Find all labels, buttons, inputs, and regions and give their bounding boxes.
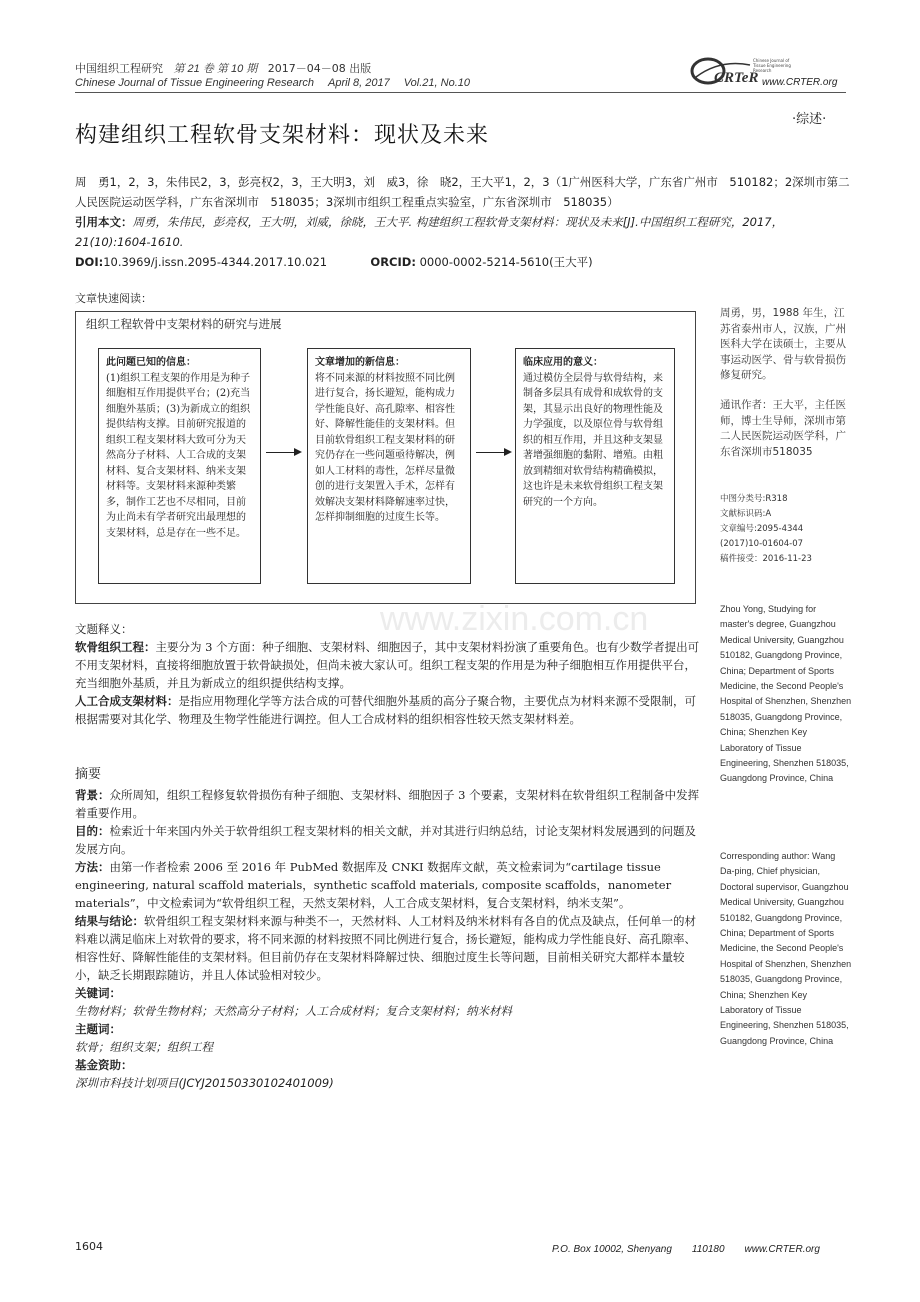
known-info-body: (1)组织工程支架的作用是为种子细胞相互作用提供平台；(2)充当细胞外基质；(3)为新成立的组织提供结构支撑。目前研究报道的组织工程支架材料大致可分为天然高分子材料、人工合成的支架材料、复合支架材料、纳米支架材料等。支架材料来源种类繁多，制作工艺也不尽相同，目前为止尚未有学者研究出最理想的支架材料，总是存在一些不足。 xyxy=(106,372,251,539)
subject-terms: 软骨；组织支架；组织工程 xyxy=(75,1040,213,1054)
citation-label: 引用本文： xyxy=(75,215,133,229)
clinical-heading: 临床应用的意义： xyxy=(523,357,603,368)
footer-address: P.O. Box 10002, Shenyang 110180 www.CRTER.org xyxy=(552,1244,820,1255)
journal-header-en xyxy=(75,76,470,89)
new-info-heading: 文章增加的新信息： xyxy=(315,357,405,368)
glossary xyxy=(75,620,700,728)
orcid: 0000-0002-5214-5610(王大平) xyxy=(419,255,593,269)
orcid-label: ORCID: xyxy=(370,255,416,269)
background-text: 众所周知，组织工程修复软骨损伤有种子细胞、支架材料、细胞因子 3 个要素，支架材料在软骨组织工程制备中发挥着重要作用。 xyxy=(75,788,700,820)
issue: 第 21 卷 第 10 期 xyxy=(173,63,258,75)
glossary-label: 文题释义： xyxy=(75,622,133,636)
doi-label: DOI: xyxy=(75,255,104,269)
panel-title: 组织工程软骨中支架材料的研究与进展 xyxy=(86,317,282,331)
subject-label: 主题词： xyxy=(75,1022,121,1036)
publish-date-en: April 8, 2017 xyxy=(327,77,390,89)
known-info-box xyxy=(98,348,261,584)
term-1: 软骨组织工程： xyxy=(75,640,156,654)
journal-name-en: Chinese Journal of Tissue Engineering Research xyxy=(75,77,314,89)
abstract xyxy=(75,766,700,1092)
watermark: www.zixin.com.cn xyxy=(380,600,649,638)
journal-name-cn: 中国组织工程研究 xyxy=(75,62,163,75)
abstract-label: 摘要 xyxy=(75,767,102,782)
methods-label: 方法： xyxy=(75,860,110,874)
doc-code: 文献标识码:A xyxy=(720,509,772,519)
known-info-heading: 此问题已知的信息： xyxy=(106,357,196,368)
quick-read-label: 文章快速阅读： xyxy=(75,292,152,305)
new-info-body: 将不同来源的材料按照不同比例进行复合，扬长避短，能构成力学性能良好、高孔隙率、相容性好、降解性能佳的支架材料。但目前软骨组织工程支架材料的研究仍存在一些问题亟待解决，例如人工材料的毒性，怎样尽量微创的进行支架置入手术，怎样有效解决支架材料降解速率过快，怎样抑制细胞的过度生长等。 xyxy=(315,372,455,523)
funding: 深圳市科技计划项目(JCYJ20150330102401009) xyxy=(75,1076,334,1090)
results-text: 软骨组织工程支架材料来源与种类不一，天然材料、人工材料及纳米材料有各自的优点及缺点，任何单一的材料难以满足临床上对软骨的要求，将不同来源的材料按照不同比例进行复合，扬长避短，能构成力学性能良好、高孔隙率、相容性好、降解性能佳的支架材料。但目前仍存在支架材料降解过快、细胞过度生长等问题，目前相关研究大都样本量较小，缺乏长期跟踪随访，并且人体试验相对较少。 xyxy=(75,914,696,982)
term-2-definition: 是指应用物理化学等方法合成的可替代细胞外基质的高分子聚合物，主要优点为材料来源不受限制，可根据需要对其化学、物理及生物学性能进行调控。但人工合成材料的组织相容性较天然支架材料差。 xyxy=(75,694,696,726)
article-title: 构建组织工程软骨支架材料：现状及未来 xyxy=(75,123,490,148)
objective-label: 目的： xyxy=(75,824,110,838)
corresponding-author-en: Corresponding author: Wang Da-ping, Chief physician, Doctoral supervisor, Guangzhou Medical University, Guangzhou 510182, Guangdong Province, China; Department of Sports Medicine, the Second People's Hospital of Shenzhen, Shenzhen 518035, Guangdong Province, China; Shenzhen Key Laboratory of Tissue Engineering, Shenzhen 518035, Guangdong Province, China xyxy=(720,851,852,1046)
clinical-body: 通过模仿全层骨与软骨结构，来制备多层具有成骨和成软骨的支架，其显示出良好的物理性能及力学强度，以及原位骨与软骨组织的相互作用，并且这种支架显著增强细胞的黏附、增殖。由粗放到精细对软骨结构精确模拟，这也许是未来软骨组织工程支架研究的一个方向。 xyxy=(523,372,663,508)
clc-number: 中图分类号:R318 xyxy=(720,494,788,504)
crter-logo xyxy=(690,55,760,87)
journal-header-cn xyxy=(75,60,371,76)
publish-date: 2017－04－08 出版 xyxy=(267,62,372,75)
results-label: 结果与结论： xyxy=(75,914,144,928)
term-1-definition: 主要分为 3 个方面：种子细胞、支架材料、细胞因子，其中支架材料扮演了重要角色。也有少数学者提出可不用支架材料，直接将细胞放置于软骨缺损处，但尚未被大家认可。组织工程支架的作用是为种子细胞相互作用提供平台，充当细胞外基质，并且为新成立的组织提供结构支撑。 xyxy=(75,640,700,690)
header-divider xyxy=(75,92,846,93)
authors: 周 勇1，2，3，朱伟民2，3，彭亮权2，3，王大明3，刘 威3，徐 晓2，王大平1，2，3（1广州医科大学，广东省广州市 510182；2深圳市第二人民医院运动医学科，广东省深圳市 518035；3深圳市组织工程重点实验室，广东省深圳市 518035） xyxy=(75,175,850,209)
volume: Vol.21, No.10 xyxy=(403,77,470,89)
article-number-suffix: (2017)10-01604-07 xyxy=(720,539,804,549)
new-info-box xyxy=(307,348,471,584)
page-number: 1604 xyxy=(75,1240,103,1253)
background-label: 背景： xyxy=(75,788,110,802)
author-bio: 周勇，男，1988 年生，江苏省泰州市人，汉族，广州医科大学在读硕士，主要从事运动医学、骨与软骨损伤修复研究。 xyxy=(720,307,846,381)
corresponding-author: 通讯作者：王大平，主任医师，博士生导师，深圳市第二人民医院运动医学科，广东省深圳市518035 xyxy=(720,399,846,458)
classification xyxy=(720,492,852,567)
citation-text: 周勇，朱伟民，彭亮权，王大明，刘威，徐晓，王大平. 构建组织工程软骨支架材料：现状及未来[J].中国组织工程研究，2017，21(10):1604-1610. xyxy=(75,215,784,249)
identifiers xyxy=(75,252,851,272)
article-number: 文章编号:2095-4344 xyxy=(720,524,804,534)
doi: 10.3969/j.issn.2095-4344.2017.10.021 xyxy=(103,255,328,269)
funding-label: 基金资助： xyxy=(75,1058,133,1072)
clinical-box xyxy=(515,348,675,584)
logo-subtitle: Chinese Journal of Tissue Engineering Research xyxy=(753,58,791,73)
arrow-1-icon xyxy=(266,452,300,453)
methods-text: 由第一作者检索 2006 至 2016 年 PubMed 数据库及 CNKI 数据库文献，英文检索词为“cartilage tissue engineering, natural scaffold materials，synthetic scaffold materials, composite scaffolds，nanometer materials”，中文检索词为“软骨组织工程，天然支架材料，人工合成支架材料，复合支架材料，纳米支架”。 xyxy=(75,860,672,910)
citation xyxy=(75,212,851,252)
logo-text: CRTeR xyxy=(714,70,759,86)
received-date: 稿件接受：2016-11-23 xyxy=(720,554,812,564)
objective-text: 检索近十年来国内外关于软骨组织工程支架材料的相关文献，并对其进行归纳总结，讨论支架材料发展遇到的问题及发展方向。 xyxy=(75,824,696,856)
term-2: 人工合成支架材料： xyxy=(75,694,179,708)
article-type: ·综述· xyxy=(792,112,827,127)
author-affiliation-en: Zhou Yong, Studying for master's degree, Guangzhou Medical University, Guangzhou 510182, Guangdong Province, China; Department of Sports Medicine, the Second People's Hospital of Shenzhen, Shenzhen 518035, Guangdong Province, China; Shenzhen Key Laboratory of Tissue Engineering, Shenzhen 518035, Guangdong Province, China xyxy=(720,604,852,784)
keywords: 生物材料；软骨生物材料；天然高分子材料；人工合成材料；复合支架材料；纳米材料 xyxy=(75,1004,512,1018)
journal-site: www.CRTER.org xyxy=(762,77,838,88)
keywords-label: 关键词： xyxy=(75,986,121,1000)
arrow-2-icon xyxy=(476,452,510,453)
